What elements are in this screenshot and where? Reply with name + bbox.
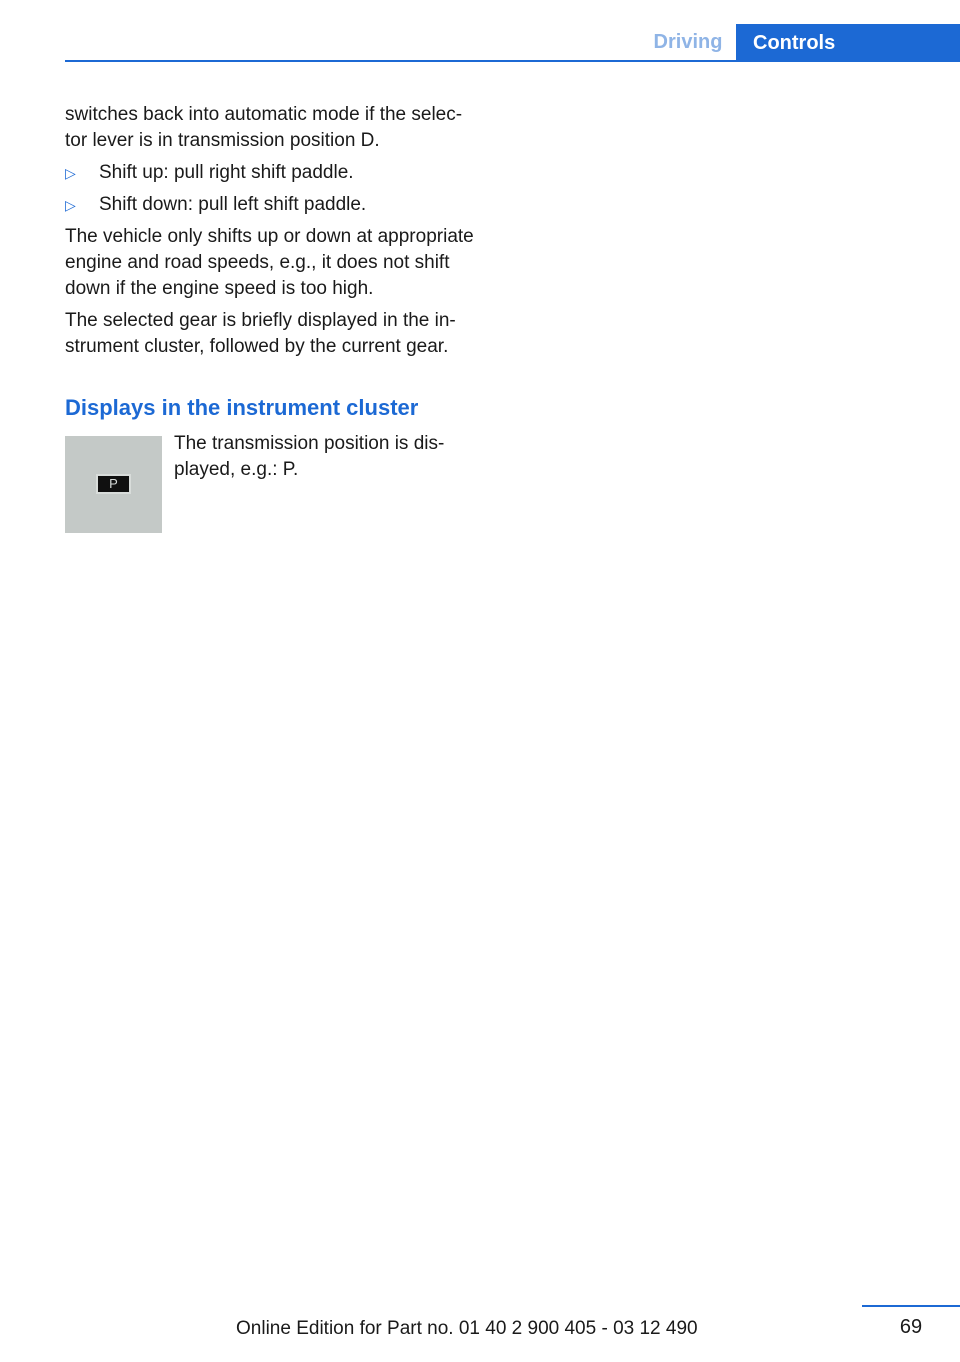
tab-driving[interactable]: Driving (653, 31, 723, 53)
page-number: 69 (899, 1316, 923, 1338)
triangle-bullet-icon: ▷ (65, 197, 76, 213)
display-description: The transmission position is dis‐ played, e.g.: P. (174, 433, 445, 480)
display-paragraph: The selected gear is briefly displayed in the in‐ strument cluster, followed by the current gear. (65, 310, 456, 357)
triangle-bullet-icon: ▷ (65, 165, 76, 181)
gear-p-indicator: P (96, 474, 131, 494)
bullet-text: Shift down: pull left shift paddle. (99, 194, 367, 215)
bullet-item-shift-up (65, 160, 483, 186)
section-title: Displays in the instrument cluster (65, 395, 419, 420)
instrument-display-image (65, 436, 162, 533)
bullet-text: Shift up: pull right shift paddle. (99, 162, 354, 183)
bullet-item-shift-down (65, 192, 483, 218)
tab-controls[interactable]: Controls (736, 24, 960, 62)
body-column (65, 102, 483, 366)
edition-footer: Online Edition for Part no. 01 40 2 900 405 - 03 12 490 (236, 1318, 698, 1339)
shift-paragraph: The vehicle only shifts up or down at appropriate engine and road speeds, e.g., it does not shift down if the engine speed is too high. (65, 226, 474, 299)
intro-paragraph: switches back into automatic mode if the selec‐ tor lever is in transmission position D. (65, 104, 463, 151)
footer-rule (862, 1305, 960, 1307)
